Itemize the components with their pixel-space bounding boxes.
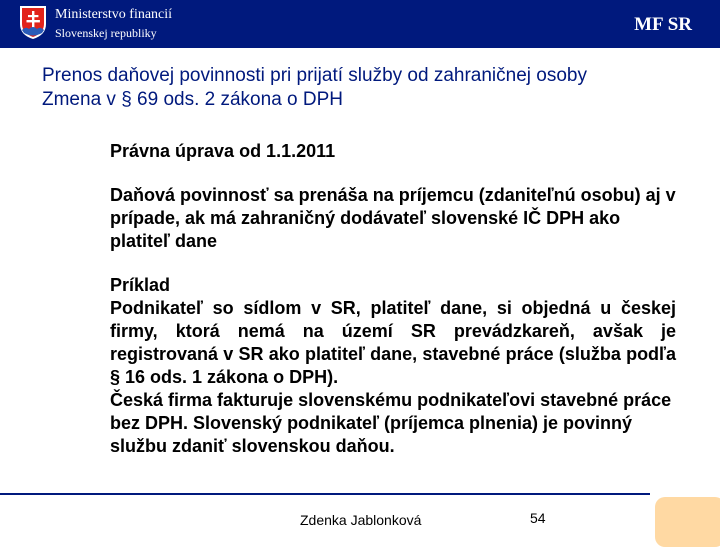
footer-author: Zdenka Jablonková [300, 512, 422, 528]
slide-title-line1: Prenos daňovej povinnosti pri prijatí služby od zahraničnej osoby [42, 65, 587, 86]
ministry-name [55, 6, 172, 42]
section-heading: Právna úprava od 1.1.2011 [110, 141, 336, 161]
slovak-coat-of-arms-icon [18, 4, 48, 40]
slide-body [110, 140, 676, 458]
footer-divider [0, 493, 650, 495]
mf-sr-badge: MF SR [634, 14, 692, 35]
example-paragraph-1: Podnikateľ so sídlom v SR, platiteľ dane, si objedná u českej firmy, ktorá nemá na území SR prevádzkareň, avšak je registrovaná v SR ako platiteľ dane, stavebné práce (služba podľa § 16 ods. 1 zákona o DPH). [110, 298, 676, 387]
example-label: Príklad [110, 275, 171, 295]
page-number: 54 [530, 510, 546, 526]
slide-title-line2: Zmena v § 69 ods. 2 zákona o DPH [42, 89, 343, 110]
ministry-name-line2: Slovenskej republiky [55, 26, 157, 40]
slide-title [42, 64, 702, 112]
paragraph-tax-liability: Daňová povinnosť sa prenáša na príjemcu (zdaniteľnú osobu) aj v prípade, ak má zahraničný dodávateľ slovenské IČ DPH ako platiteľ dane [110, 185, 676, 251]
example-paragraph-2: Česká firma fakturuje slovenskému podnikateľovi stavebné práce bez DPH. Slovenský podnikateľ (príjemca plnenia) je povinný službu zdaniť slovenskou daňou. [110, 390, 672, 456]
ministry-name-line1: Ministerstvo financií [55, 7, 173, 22]
header-bar [0, 0, 720, 48]
